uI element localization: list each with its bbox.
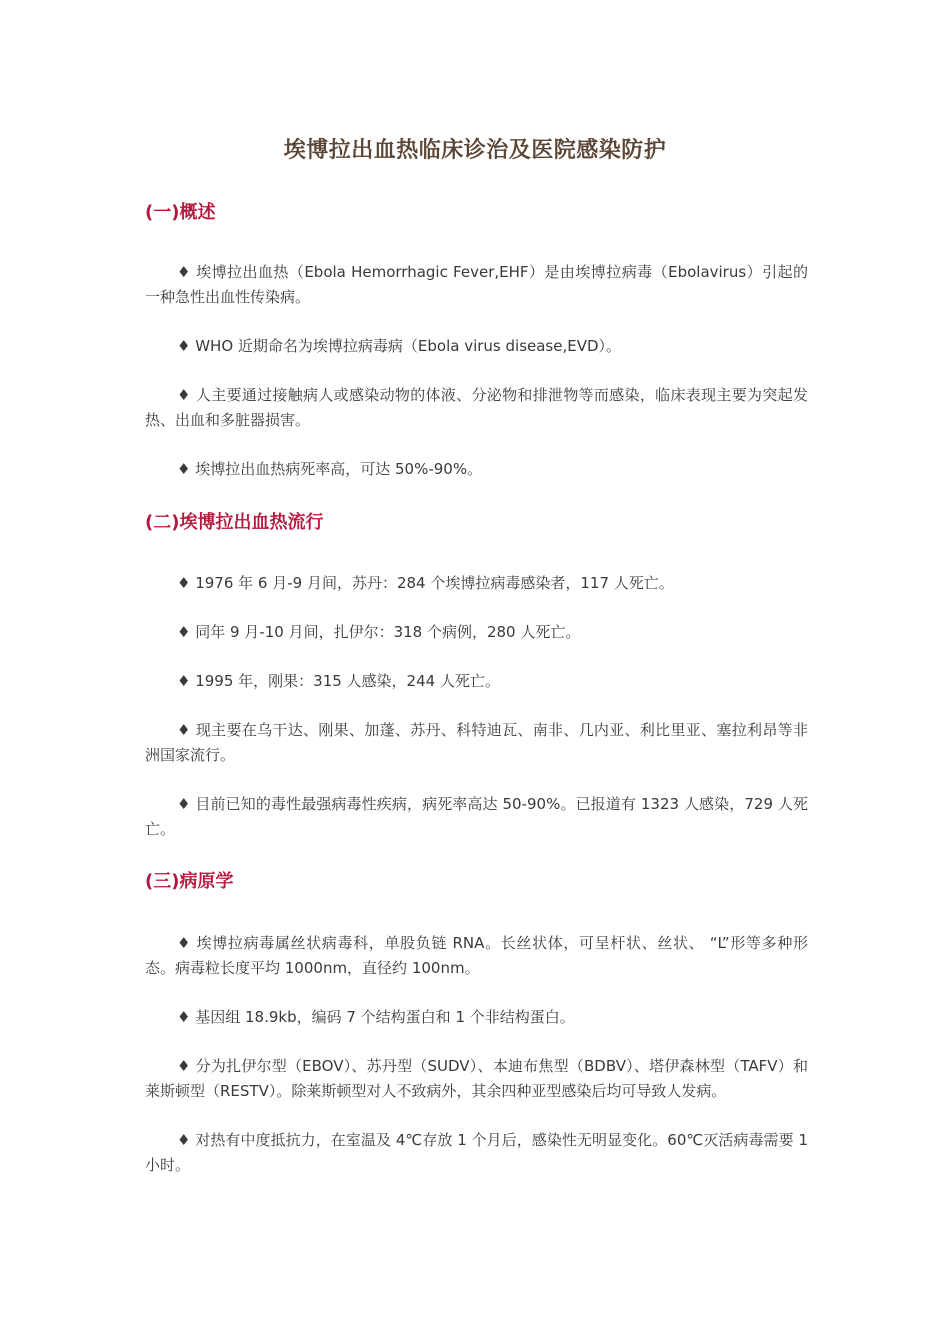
section-heading-epidemic: (二)埃博拉出血热流行 [145, 512, 324, 533]
paragraph: ♦ 对热有中度抵抗力，在室温及 4℃存放 1 个月后，感染性无明显变化。60℃灭活病毒需要 1 小时。 [145, 1131, 808, 1174]
paragraph: ♦ 分为扎伊尔型（EBOV）、苏丹型（SUDV）、本迪布焦型（BDBV）、塔伊森林型（TAFV）和莱斯顿型（RESTV）。除莱斯顿型对人不致病外，其余四种亚型感染后均可导致人发病。 [145, 1057, 808, 1100]
section-heading-overview: (一)概述 [145, 202, 216, 223]
paragraph: ♦ 埃博拉出血热病死率高，可达 50%-90%。 [177, 460, 483, 478]
paragraph: ♦ 目前已知的毒性最强病毒性疾病，病死率高达 50-90%。已报道有 1323 人感染，729 人死亡。 [145, 795, 808, 838]
paragraph: ♦ WHO 近期命名为埃博拉病毒病（Ebola virus disease,EVD）。 [177, 337, 622, 355]
section-heading-etiology: (三)病原学 [145, 871, 234, 892]
paragraph: ♦ 1976 年 6 月-9 月间，苏丹：284 个埃博拉病毒感染者，117 人死亡。 [177, 574, 674, 592]
paragraph: ♦ 埃博拉病毒属丝状病毒科，单股负链 RNA。长丝状体，可呈杆状、丝状、 “L”形等多种形态。病毒粒长度平均 1000nm，直径约 100nm。 [145, 934, 808, 977]
paragraph: ♦ 埃博拉出血热（Ebola Hemorrhagic Fever,EHF）是由埃博拉病毒（Ebolavirus）引起的一种急性出血性传染病。 [145, 263, 808, 306]
paragraph: ♦ 人主要通过接触病人或感染动物的体液、分泌物和排泄物等而感染，临床表现主要为突起发热、出血和多脏器损害。 [145, 386, 808, 429]
paragraph: ♦ 1995 年，刚果：315 人感染，244 人死亡。 [177, 672, 500, 690]
paragraph: ♦ 同年 9 月-10 月间，扎伊尔：318 个病例，280 人死亡。 [177, 623, 581, 641]
paragraph: ♦ 现主要在乌干达、刚果、加蓬、苏丹、科特迪瓦、南非、几内亚、利比里亚、塞拉利昂等非洲国家流行。 [145, 721, 808, 764]
document-title: 埃博拉出血热临床诊治及医院感染防护 [283, 138, 667, 163]
paragraph: ♦ 基因组 18.9kb，编码 7 个结构蛋白和 1 个非结构蛋白。 [177, 1008, 575, 1026]
